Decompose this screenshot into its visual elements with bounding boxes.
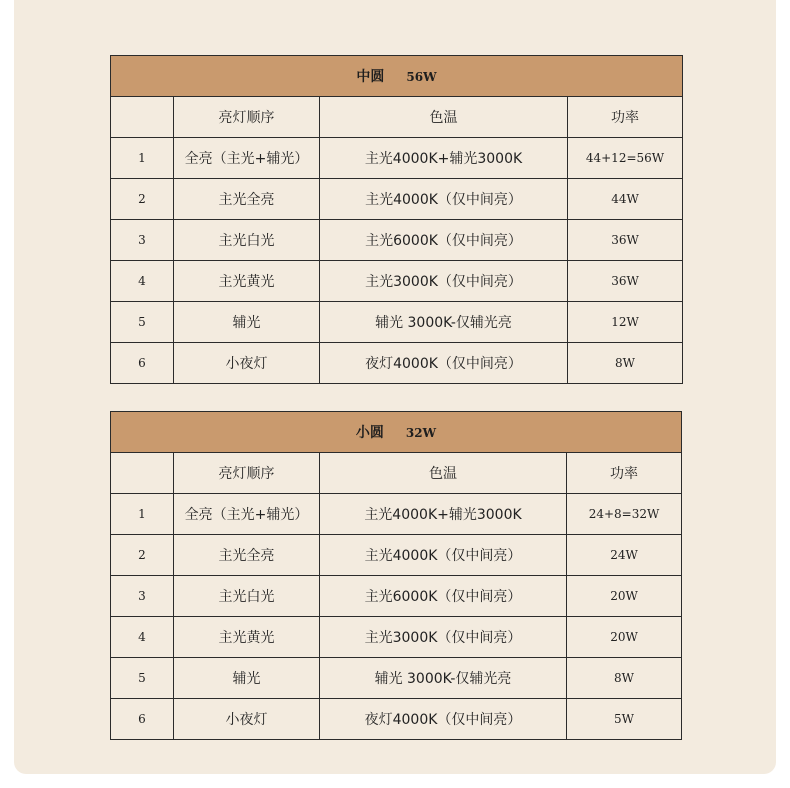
table-row (111, 138, 683, 179)
table-title-name: 中圆 (356, 69, 385, 85)
header-index (111, 97, 174, 138)
header-power: 功率 (568, 97, 683, 138)
row-power: 8W (568, 343, 683, 384)
row-power: 12W (568, 302, 683, 343)
table-row (111, 576, 682, 617)
row-color-temp: 主光4000K+辅光3000K (320, 138, 568, 179)
row-number: 2 (111, 179, 174, 220)
row-power: 8W (567, 658, 682, 699)
header-sequence: 亮灯顺序 (174, 453, 320, 494)
row-color-temp: 主光4000K（仅中间亮） (320, 179, 568, 220)
spec-table-small-round (110, 411, 682, 740)
table-row (111, 343, 683, 384)
header-index (111, 453, 174, 494)
row-mode: 主光全亮 (174, 535, 320, 576)
row-color-temp: 主光3000K（仅中间亮） (320, 261, 568, 302)
row-number: 1 (111, 494, 174, 535)
row-number: 4 (111, 617, 174, 658)
row-number: 6 (111, 343, 174, 384)
row-mode: 辅光 (174, 658, 320, 699)
header-color-temp: 色温 (320, 453, 567, 494)
row-color-temp: 主光4000K+辅光3000K (320, 494, 567, 535)
row-power: 44W (568, 179, 683, 220)
row-color-temp: 主光6000K（仅中间亮） (320, 220, 568, 261)
row-color-temp: 主光6000K（仅中间亮） (320, 576, 567, 617)
table-title-name: 小圆 (355, 425, 384, 441)
row-number: 2 (111, 535, 174, 576)
row-mode: 全亮（主光+辅光） (174, 494, 320, 535)
header-color-temp: 色温 (320, 97, 568, 138)
row-power: 20W (567, 617, 682, 658)
row-mode: 全亮（主光+辅光） (174, 138, 320, 179)
row-mode: 小夜灯 (174, 699, 320, 740)
table-row (111, 220, 683, 261)
spec-table-medium-round (110, 55, 683, 384)
row-number: 1 (111, 138, 174, 179)
table-title-power: 32W (405, 426, 437, 440)
table-title-row (111, 412, 682, 453)
table-title-power: 56W (406, 70, 437, 84)
row-color-temp: 辅光 3000K-仅辅光亮 (320, 658, 567, 699)
row-mode: 主光白光 (174, 576, 320, 617)
row-mode: 主光黄光 (174, 261, 320, 302)
table-row (111, 494, 682, 535)
header-sequence: 亮灯顺序 (174, 97, 320, 138)
table-row (111, 699, 682, 740)
table-title-row (111, 56, 683, 97)
row-mode: 主光白光 (174, 220, 320, 261)
row-power: 24+8=32W (567, 494, 682, 535)
row-color-temp: 辅光 3000K-仅辅光亮 (320, 302, 568, 343)
row-number: 6 (111, 699, 174, 740)
row-mode: 主光全亮 (174, 179, 320, 220)
table-row (111, 535, 682, 576)
row-color-temp: 夜灯4000K（仅中间亮） (320, 699, 567, 740)
row-number: 3 (111, 576, 174, 617)
row-mode: 小夜灯 (174, 343, 320, 384)
row-power: 44+12=56W (568, 138, 683, 179)
row-color-temp: 主光3000K（仅中间亮） (320, 617, 567, 658)
row-power: 5W (567, 699, 682, 740)
table-header-row (111, 453, 682, 494)
row-power: 36W (568, 261, 683, 302)
row-number: 4 (111, 261, 174, 302)
table-header-row (111, 97, 683, 138)
table-row (111, 179, 683, 220)
row-number: 5 (111, 658, 174, 699)
row-number: 5 (111, 302, 174, 343)
row-mode: 辅光 (174, 302, 320, 343)
row-number: 3 (111, 220, 174, 261)
row-power: 36W (568, 220, 683, 261)
row-power: 24W (567, 535, 682, 576)
table-row (111, 617, 682, 658)
table-title (111, 56, 683, 97)
table-row (111, 658, 682, 699)
table-row (111, 261, 683, 302)
table-title (111, 412, 682, 453)
row-power: 20W (567, 576, 682, 617)
row-color-temp: 夜灯4000K（仅中间亮） (320, 343, 568, 384)
row-color-temp: 主光4000K（仅中间亮） (320, 535, 567, 576)
row-mode: 主光黄光 (174, 617, 320, 658)
header-power: 功率 (567, 453, 682, 494)
table-row (111, 302, 683, 343)
